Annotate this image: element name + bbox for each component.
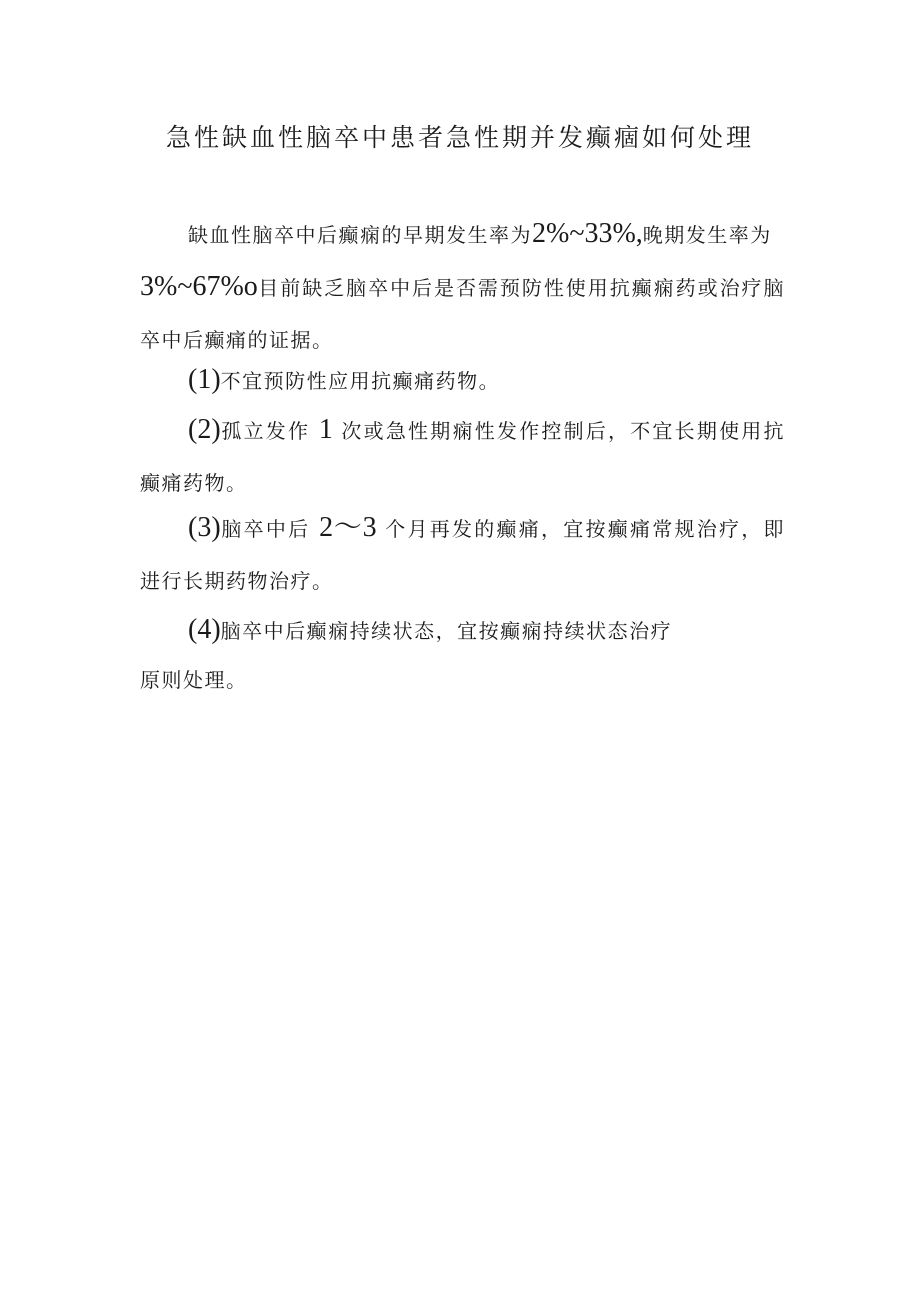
- item-text: 不宜预防性应用抗癫痛药物。: [220, 369, 501, 393]
- item-count: 1: [318, 414, 333, 445]
- document-title: 急性缺血性脑卒中患者急性期并发癫痼如何处理: [165, 123, 754, 152]
- item-text-a: 脑卒中后: [220, 517, 311, 541]
- item-text-b: 次或急性期痫性发作控制后，不宜长期使用抗癫痛药物。: [140, 419, 786, 495]
- early-rate: 2%~33%,: [532, 218, 643, 249]
- intro-text-2: 晚期发生率为: [642, 223, 772, 247]
- intro-text-3: 目前缺乏脑卒中后是否需预防性使用抗癫痫药或治疗脑卒中后癫痛的证据。: [140, 276, 785, 352]
- list-item-4: [140, 604, 785, 657]
- item-text-b: 个月再发的癫痛，宜按癫痛常规治疗，即进行长期药物治疗。: [140, 517, 786, 593]
- item-number: (2): [188, 414, 221, 445]
- intro-paragraph: [140, 208, 785, 366]
- list-item-2: [140, 404, 785, 509]
- item-number: (1): [188, 364, 221, 395]
- list-item-4-continuation: 原则处理。: [140, 668, 248, 692]
- item-text-a: 孤立发作: [220, 419, 311, 443]
- list-item-3: [140, 502, 785, 607]
- list-item-1: [140, 354, 785, 407]
- intro-text-1: 缺血性脑卒中后癫痫的早期发生率为: [188, 223, 532, 247]
- item-number: (4): [188, 614, 221, 645]
- item-range: 2～3: [319, 512, 377, 543]
- item-number: (3): [188, 512, 221, 543]
- item-text: 脑卒中后癫痫持续状态，宜按癫痫持续状态治疗: [220, 619, 673, 643]
- late-rate: 3%~67%o: [140, 271, 258, 302]
